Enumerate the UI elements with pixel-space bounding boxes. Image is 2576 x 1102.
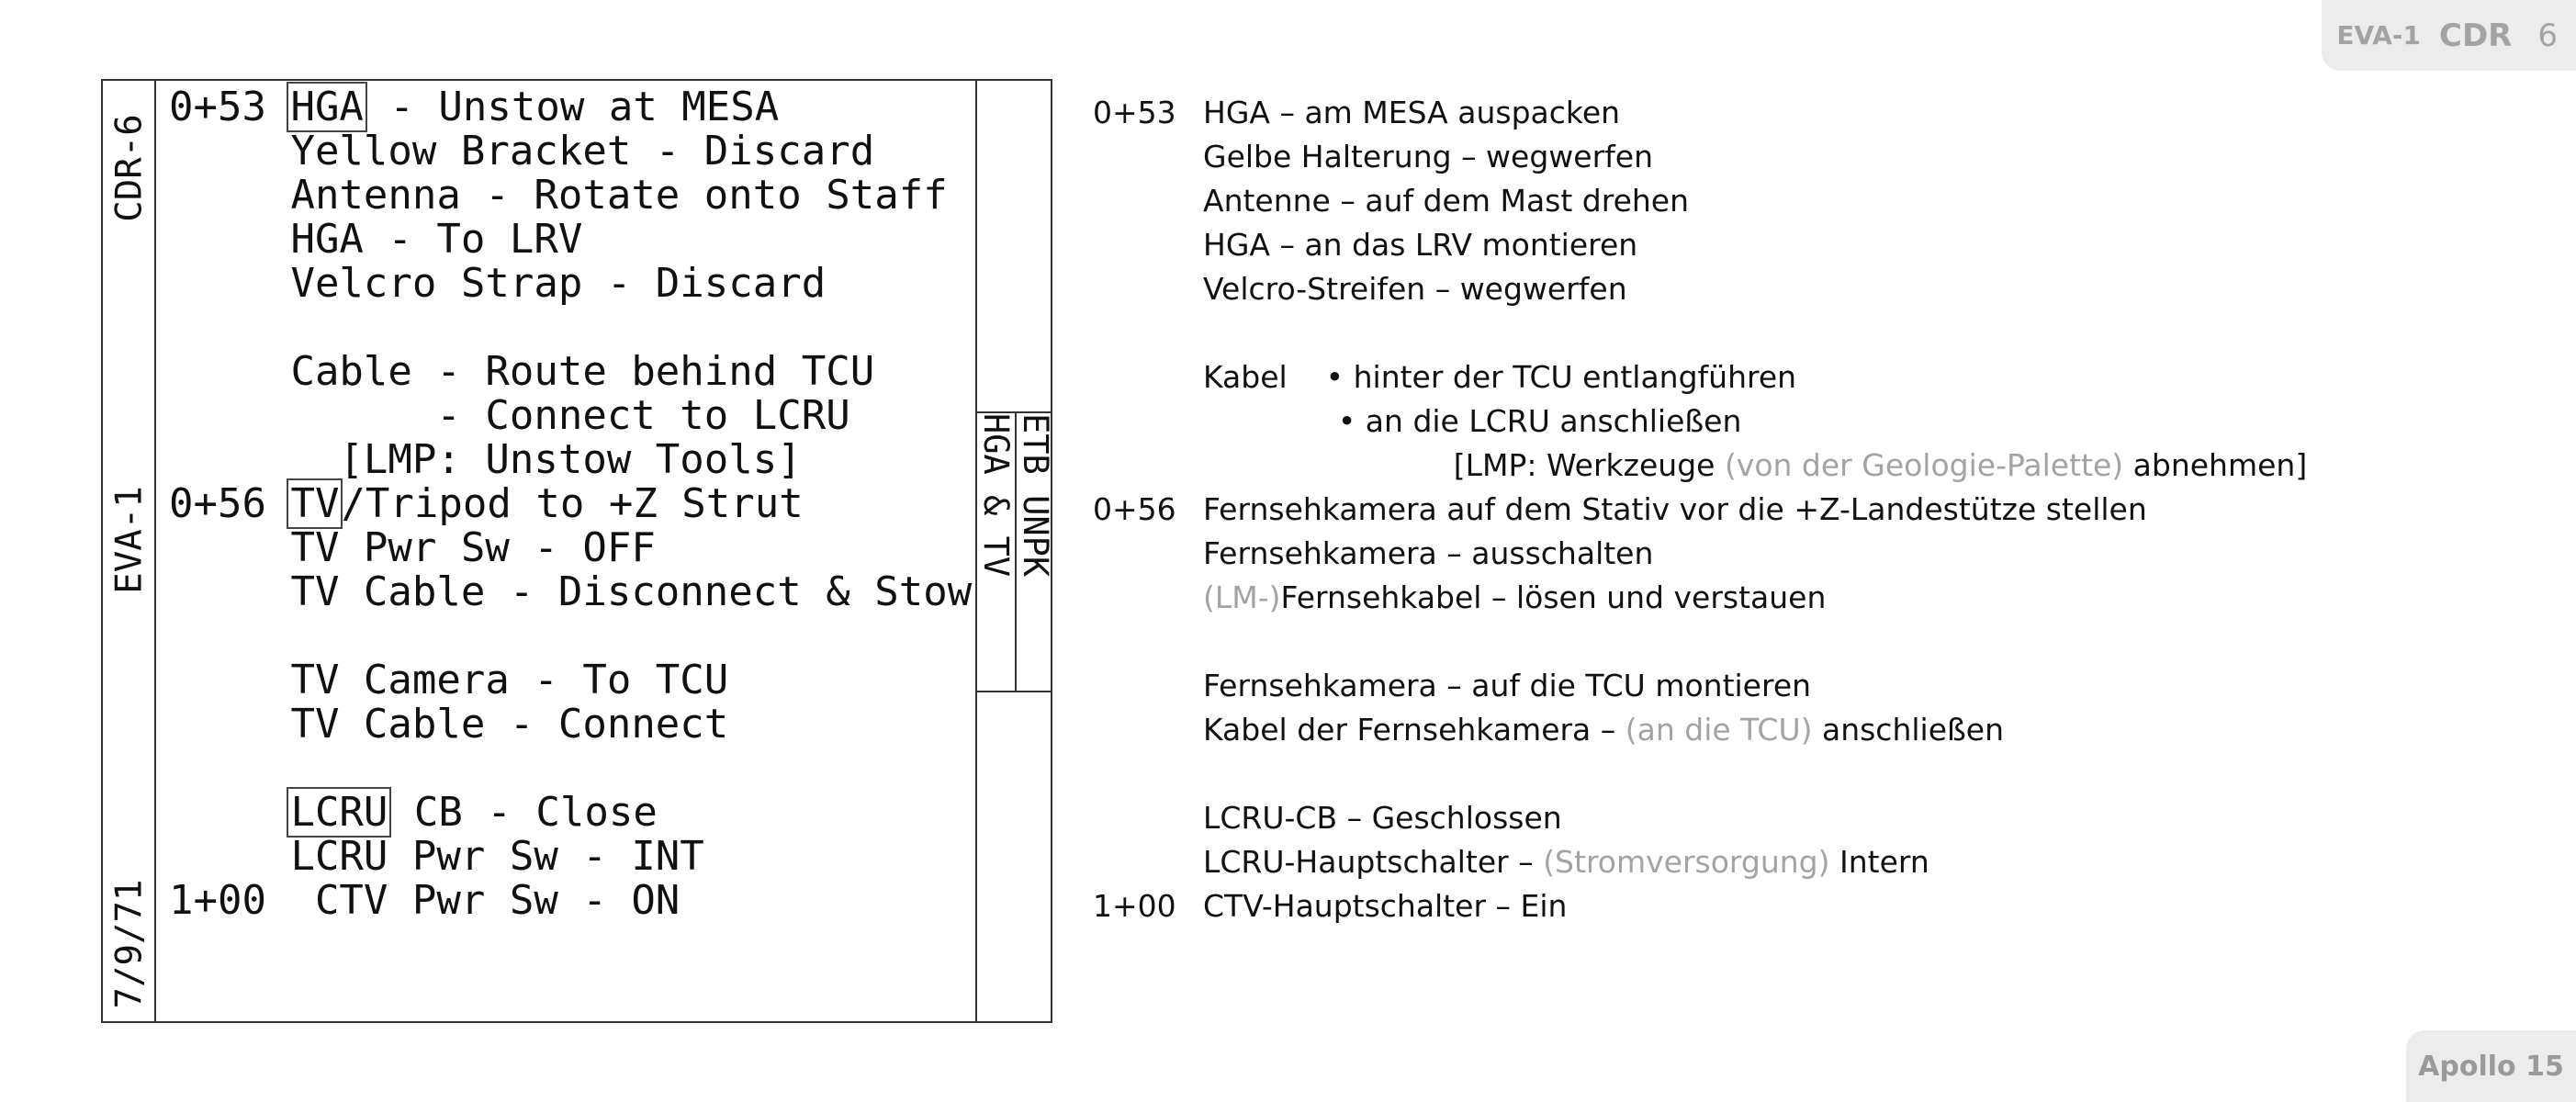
checklist-line — [169, 218, 582, 262]
strip-date: 7/9/71 — [108, 879, 151, 1009]
translation-line — [1203, 271, 1627, 308]
strip-eva: EVA-1 — [108, 486, 151, 594]
strip-page-id: CDR-6 — [108, 114, 151, 222]
checklist-line — [169, 482, 804, 526]
checklist-text: - Unstow at MESA — [365, 84, 780, 130]
translation-line — [1203, 227, 1637, 264]
checklist-line — [169, 262, 826, 306]
page-header — [2322, 0, 2576, 71]
translation-text: Antenne – auf dem Mast drehen — [1203, 183, 1690, 219]
translation-text: Fernsehkamera auf dem Stativ vor die +Z-Landestütze stellen — [1203, 491, 2147, 527]
checklist-line — [169, 438, 802, 482]
translation-text: Kabel • hinter der TCU entlangführen — [1203, 359, 1797, 395]
translation-text: Velcro-Streifen – wegwerfen — [1203, 271, 1627, 307]
translation-line — [1203, 668, 1811, 704]
translation-text: anschließen — [1812, 712, 2005, 748]
translation-note: (LM-) — [1203, 579, 1281, 615]
checklist-line — [169, 879, 680, 923]
checklist-text: - Connect to LCRU — [169, 392, 850, 439]
header-page-number: 6 — [2537, 17, 2558, 54]
checklist-text: Velcro Strap - Discard — [169, 260, 827, 307]
translation-text: Fernsehkabel – lösen und verstauen — [1280, 579, 1827, 615]
page-footer — [2406, 1030, 2576, 1102]
checklist-text: Antenna - Rotate onto Staff — [169, 172, 948, 219]
checklist-line — [169, 129, 874, 174]
translation-line — [1203, 844, 1929, 881]
translation-timestamp: 1+00 — [1093, 888, 1176, 924]
translation-line — [1203, 888, 1567, 925]
translation-timestamp: 0+56 — [1093, 491, 1176, 527]
checklist-line — [169, 791, 658, 835]
footer-mission: Apollo 15 — [2418, 1050, 2564, 1083]
translation-text: Fernsehkamera – ausschalten — [1203, 535, 1654, 571]
translation-text: HGA – am MESA auspacken — [1203, 95, 1621, 130]
translation-note: (von der Geologie-Palette) — [1724, 447, 2124, 483]
checklist-text: Yellow Bracket - Discard — [169, 128, 875, 174]
translation-text: LCRU-Hauptschalter – — [1203, 844, 1544, 880]
header-eva: EVA-1 — [2336, 20, 2421, 51]
translation-line — [1203, 800, 1562, 837]
checklist-line — [169, 526, 656, 570]
checklist-line — [169, 835, 704, 879]
checklist-text: TV Pwr Sw - OFF — [169, 524, 656, 571]
checklist-line — [169, 658, 728, 703]
checklist-line — [169, 394, 850, 438]
checklist-text: HGA - To LRV — [169, 216, 583, 263]
translation-line — [1203, 491, 2147, 528]
checklist-line — [169, 174, 948, 218]
translation-timestamp: 0+53 — [1093, 95, 1176, 130]
checklist-text: TV Camera - To TCU — [169, 657, 729, 703]
checklist-text: 0+53 — [169, 84, 291, 130]
translation-text: abnehmen] — [2123, 447, 2308, 483]
checklist-text: 0+56 — [169, 480, 291, 527]
checklist-text: CB - Close — [389, 789, 658, 836]
translation-line — [1203, 712, 2004, 748]
etb-label-line2: HGA & TV — [976, 413, 1016, 578]
boxed-callout: HGA — [287, 82, 366, 132]
etb-label-line1: ETB UNPK — [1016, 413, 1055, 578]
boxed-callout: LCRU — [287, 787, 391, 838]
header-crew: CDR — [2439, 17, 2513, 54]
checklist-text: /Tripod to +Z Strut — [341, 480, 804, 527]
checklist-line — [169, 570, 972, 614]
checklist-text: LCRU Pwr Sw - INT — [169, 833, 704, 880]
translation-line — [1203, 183, 1689, 219]
translation-text: Intern — [1829, 844, 1929, 880]
translation-text: LCRU-CB – Geschlossen — [1203, 800, 1562, 836]
checklist-line — [169, 350, 874, 394]
checklist-line — [169, 703, 728, 747]
checklist-card — [101, 79, 1055, 1023]
checklist-text: Cable - Route behind TCU — [169, 348, 875, 395]
translation-line — [1203, 447, 2307, 484]
translation-text: • an die LCRU anschließen — [1203, 403, 1742, 439]
etb-section-box — [976, 411, 1055, 692]
translation-note: (Stromversorgung) — [1543, 844, 1830, 880]
translation-text: Fernsehkamera – auf die TCU montieren — [1203, 668, 1812, 703]
translation-line — [1203, 403, 1741, 440]
translation-text: Gelbe Halterung – wegwerfen — [1203, 139, 1653, 174]
translation-text: [LMP: Werkzeuge — [1203, 447, 1725, 483]
checklist-text: TV Cable - Disconnect & Stow — [169, 568, 973, 615]
boxed-callout: TV — [287, 478, 343, 529]
translation-note: (an die TCU) — [1625, 712, 1813, 748]
translation-line — [1203, 139, 1653, 175]
checklist-text: [LMP: Unstow Tools] — [169, 436, 802, 483]
checklist-text: TV Cable - Connect — [169, 701, 729, 748]
translation-text: Kabel der Fernsehkamera – — [1203, 712, 1625, 748]
checklist-text: 1+00 CTV Pwr Sw - ON — [169, 877, 681, 924]
checklist-text — [169, 789, 290, 836]
checklist-line — [169, 85, 779, 129]
translation-line — [1203, 535, 1653, 572]
translation-line — [1203, 579, 1826, 616]
translation-text: CTV-Hauptschalter – Ein — [1203, 888, 1568, 924]
checklist-side-strip — [103, 81, 156, 1021]
translation-text: HGA – an das LRV montieren — [1203, 227, 1638, 263]
translation-line — [1203, 359, 1796, 396]
translation-line — [1203, 95, 1620, 131]
checklist-right-column — [975, 81, 1055, 1021]
